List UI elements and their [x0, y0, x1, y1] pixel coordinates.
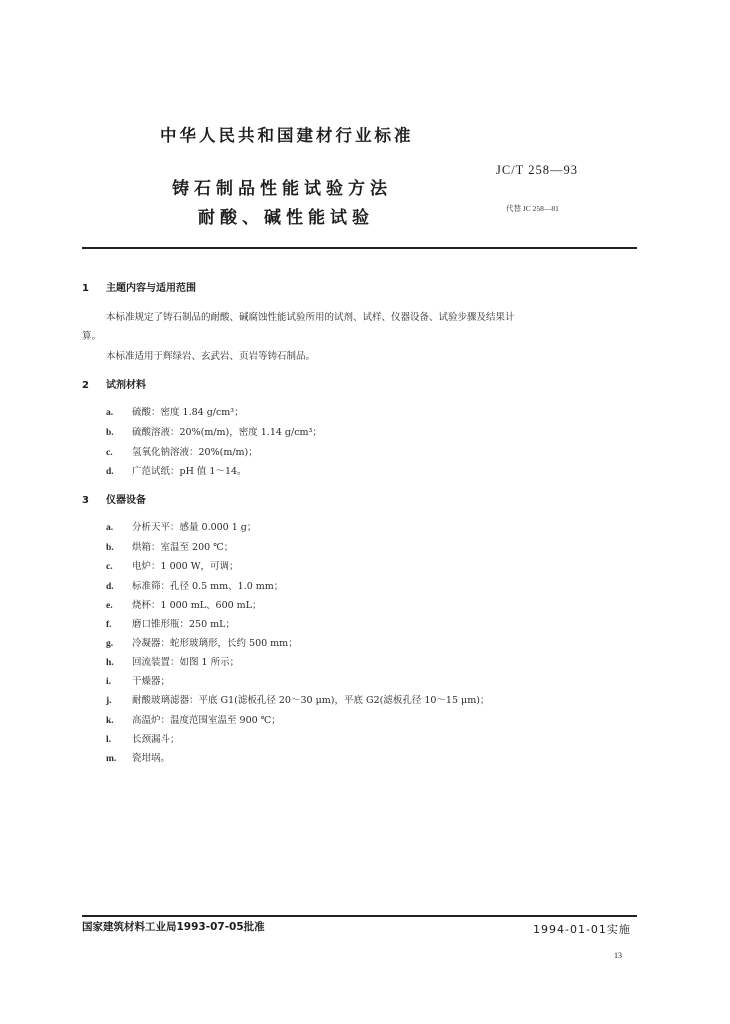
paragraph-applicability: 本标准适用于辉绿岩、玄武岩、页岩等铸石制品。	[106, 351, 316, 362]
footer-divider	[82, 915, 637, 917]
list-item: c. 氢氧化钠溶液：20%(m/m)；	[106, 447, 258, 458]
list-item: f. 磨口锥形瓶：250 mL；	[106, 619, 235, 630]
approval-statement: 国家建筑材料工业局1993-07-05批准	[82, 921, 265, 933]
list-item: g. 冷凝器：蛇形玻璃形，长约 500 mm；	[106, 638, 298, 649]
document-title-line2: 耐酸、碱性能试验	[198, 208, 374, 228]
list-item: b. 硫酸溶液：20%(m/m)，密度 1.14 g/cm³；	[106, 427, 322, 438]
list-item: d. 标准筛：孔径 0.5 mm、1.0 mm；	[106, 581, 284, 592]
section-title: 仪器设备	[106, 495, 146, 506]
paragraph-scope-line1: 本标准规定了铸石制品的耐酸、碱腐蚀性能试验所用的试剂、试样、仪器设备、试验步骤及结果计	[106, 312, 515, 323]
list-item: m. 瓷坩埚。	[106, 753, 171, 764]
list-item: c. 电炉：1 000 W，可调；	[106, 561, 239, 572]
list-item: i. 干燥器；	[106, 676, 171, 687]
paragraph-scope-line2: 算。	[82, 331, 102, 342]
section-heading-1	[82, 279, 196, 294]
list-item: j. 耐酸玻璃滤器：平底 G1(滤板孔径 20～30 μm)，平底 G2(滤板孔径 10～15 μm)；	[106, 695, 490, 706]
header-divider	[82, 247, 637, 249]
list-item: d. 广范试纸：pH 值 1～14。	[106, 466, 247, 477]
replaces-standard: 代替 JC 258—81	[506, 204, 559, 213]
standard-number: JC/T 258—93	[496, 163, 578, 177]
issuing-authority-header: 中华人民共和国建材行业标准	[160, 126, 414, 145]
list-item: e. 烧杯：1 000 mL、600 mL；	[106, 600, 262, 611]
document-title-line1: 铸石制品性能试验方法	[172, 179, 392, 199]
section-heading-2	[82, 376, 146, 391]
section-title: 试剂材料	[106, 380, 146, 391]
section-heading-3	[82, 491, 146, 506]
section-title: 主题内容与适用范围	[106, 283, 196, 294]
list-item: a. 硫酸：密度 1.84 g/cm³；	[106, 407, 244, 418]
effective-date: 1994-01-01实施	[533, 923, 631, 936]
list-item: k. 高温炉：温度范围室温至 900 ℃；	[106, 715, 281, 726]
section-number: 3	[82, 495, 89, 506]
list-item: a. 分析天平：感量 0.000 1 g；	[106, 522, 257, 533]
list-item: l. 长颈漏斗；	[106, 734, 180, 745]
list-item: b. 烘箱：室温至 200 ℃；	[106, 542, 234, 553]
section-number: 2	[82, 380, 89, 391]
list-item: h. 回流装置：如图 1 所示；	[106, 657, 240, 668]
page-number: 13	[614, 951, 622, 960]
section-number: 1	[82, 283, 89, 294]
